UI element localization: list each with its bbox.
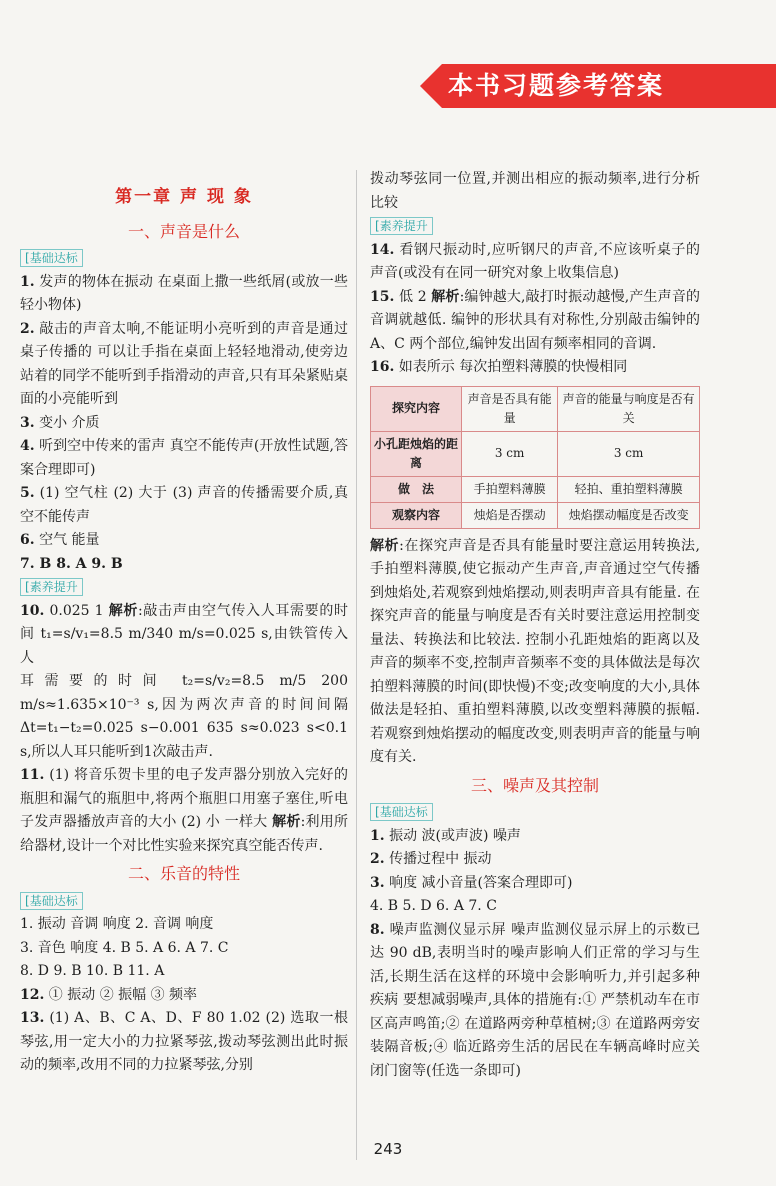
tag-basic: [ 基础达标 (20, 249, 83, 267)
experiment-table (370, 386, 700, 529)
answer-item: 1. 振动 音调 响度 2. 音调 响度 (20, 916, 214, 932)
table-row (371, 502, 700, 528)
left-column (20, 160, 348, 1078)
tag-basic: [ 基础达标 (20, 892, 83, 910)
answer-item: 4. 听到空中传来的雷声 真空不能传声(开放性试题,答案合理即可) (20, 438, 348, 478)
tag-improve: [ 素养提升 (370, 217, 433, 235)
answer-item: 12. ① 振动 ② 振幅 ③ 频率 (20, 986, 198, 1003)
table-row (371, 476, 700, 502)
section-title-2: 二、乐音的特性 (127, 864, 240, 883)
table-cell: 烛焰摆动幅度是否改变 (558, 502, 700, 528)
answer-item: 14. 看钢尺振动时,应听钢尺的声音,不应该听桌子的声音(或没有在同一研究对象上收集信息) (370, 241, 700, 281)
answer-item: 3. 音色 响度 4. B 5. A 6. A 7. C (20, 939, 229, 956)
table-cell: 3 cm (462, 431, 558, 476)
table-cell: 3 cm (558, 431, 700, 476)
table-cell: 声音是否具有能量 (462, 386, 558, 431)
answer-item: 3. 响度 减小音量(答案合理即可) (370, 874, 573, 891)
table-cell: 轻拍、重拍塑料薄膜 (558, 476, 700, 502)
table-row (371, 386, 700, 431)
table-header-cell: 小孔距烛焰的距离 (371, 431, 462, 476)
answer-item: 耳需要的时间 t₂=s/v₂=8.5 m/5 200 m/s≈1.635×10⁻³ s,因为两次声音的时间间隔 Δt=t₁−t₂=0.025 s−0.001 635 s≈0.023 s<0.1 s,所以人耳只能听到1次敲击声. (20, 673, 348, 760)
right-column (370, 168, 700, 1083)
analysis-text: 解析:在探究声音是否具有能量时要注意运用转换法,手拍塑料薄膜,使它振动产生声音,声音通过空气传播到烛焰处,若观察到烛焰摆动,则表明声音具有能量. 在探究声音的能量与响度是否有关时要注意运用控制变量法、转换法和比较法. 控制小孔距烛焰的距离以及声音的频率不变,控制声音频率不变的具体做法是每次拍塑料薄膜的时间(即快慢)不变;改变响度的大小,具体做法是轻拍、重拍塑料薄膜,以改变塑料薄膜的振幅. 若观察到烛焰摆动的幅度改变,则表明声音的能量与响度有关. (370, 537, 701, 765)
answer-item: 7. B 8. A 9. B (20, 555, 123, 572)
answer-item: 4. B 5. D 6. A 7. C (370, 898, 497, 914)
table-cell: 烛焰是否摆动 (462, 502, 558, 528)
table-header-cell: 探究内容 (371, 386, 462, 431)
answer-item: 13. (1) A、B、C A、D、F 80 1.02 (2) 选取一根琴弦,用一定大小的力拉紧琴弦,拨动琴弦测出此时振动的频率,改用不同的力拉紧琴弦,分别 (20, 1010, 348, 1073)
banner-title: 本书习题参考答案 (448, 71, 665, 100)
chapter-title: 第一章 声 现 象 (115, 187, 253, 207)
answer-item: 16. 如表所示 每次拍塑料薄膜的快慢相同 (370, 359, 628, 375)
answer-item: 拨动琴弦同一位置,并测出相应的振动频率,进行分析比较 (370, 171, 700, 211)
page-number: 243 (373, 1140, 403, 1158)
answer-item: 5. (1) 空气柱 (2) 大于 (3) 声音的传播需要介质,真空不能传声 (20, 485, 348, 525)
answer-item: 6. 空气 能量 (20, 532, 100, 548)
answer-item: 2. 传播过程中 振动 (370, 851, 492, 867)
table-cell: 手拍塑料薄膜 (462, 476, 558, 502)
answer-item: 1. 振动 波(或声波) 噪声 (370, 827, 521, 844)
answer-item: 11. (1) 将音乐贺卡里的电子发声器分别放入完好的瓶胆和漏气的瓶胆中,将两个瓶胆口用塞子塞住,听电子发声器播放声音的大小 (2) 小 一样大 解析:利用所给器材,设计一个对比性实验来探究真空能否传声. (20, 767, 349, 854)
answer-item: 10. 0.025 1 解析:敲击声由空气传入人耳需要的时间 t₁=s/v₁=8.5 m/340 m/s=0.025 s,由铁管传入人 (20, 602, 348, 666)
answer-item: 8. D 9. B 10. B 11. A (20, 963, 165, 979)
answer-item: 15. 低 2 解析:编钟越大,敲打时振动越慢,产生声音的音调就越低. 编钟的形状具有对称性,分别敲击编钟的 A、C 两个部位,编钟发出固有频率相同的音调. (370, 288, 700, 352)
answer-item: 3. 变小 介质 (20, 414, 100, 431)
table-cell: 声音的能量与响度是否有关 (558, 386, 700, 431)
tag-improve: [ 素养提升 (20, 578, 83, 596)
table-header-cell: 观察内容 (371, 502, 462, 528)
answer-item: 8. 噪声监测仪显示屏 噪声监测仪显示屏上的示数已达 90 dB,表明当时的噪声影响人们正常的学习与生活,长期生活在这样的环境中会影响听力,并引起多种疾病 要想减弱噪声,具体的措施有:① 严禁机动车在市区高声鸣笛;② 在道路两旁种草植树;③ 在道路两旁安装隔音板;④ 临近路旁生活的居民在车辆高峰时应关闭门窗等(任选一条即可) (370, 921, 700, 1079)
column-divider (356, 170, 357, 1160)
table-header-cell: 做 法 (371, 476, 462, 502)
section-title-1: 一、声音是什么 (127, 221, 240, 241)
answer-item: 2. 敲击的声音太响,不能证明小亮听到的声音是通过桌子传播的 可以让手指在桌面上轻轻地滑动,使旁边站着的同学不能听到手指滑动的声音,只有耳朵紧贴桌面的小亮能听到 (20, 320, 348, 407)
section-title-3: 三、噪声及其控制 (470, 775, 599, 795)
answer-item: 1. 发声的物体在振动 在桌面上撒一些纸屑(或放一些轻小物体) (20, 273, 348, 313)
tag-basic: [ 基础达标 (370, 803, 433, 821)
table-row (371, 431, 700, 476)
